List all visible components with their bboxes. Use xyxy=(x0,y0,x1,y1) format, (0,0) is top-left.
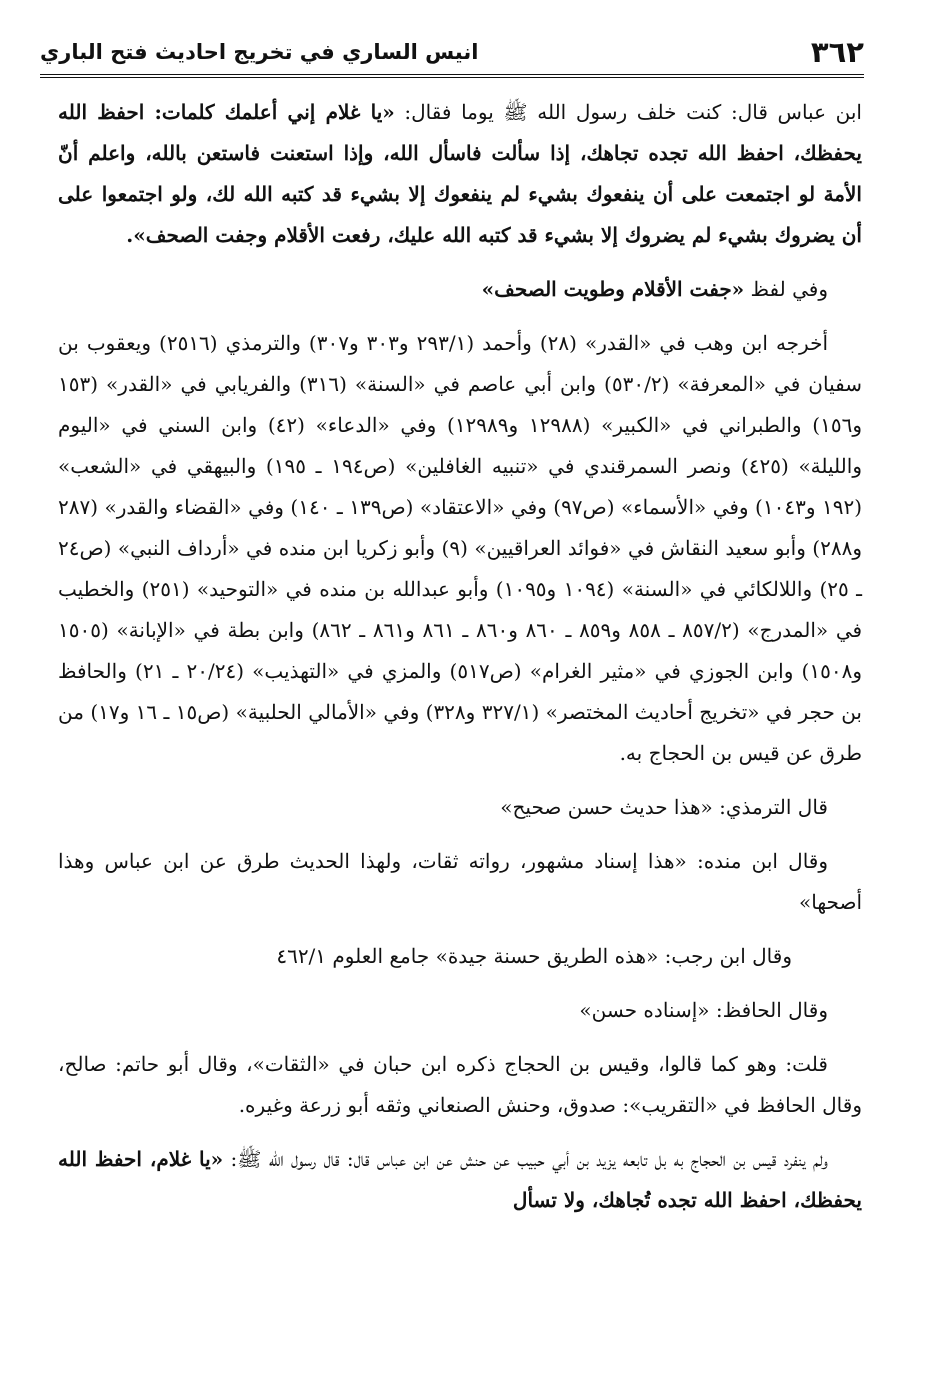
variant-text: «جفت الأقلام وطويت الصحف» xyxy=(481,277,745,301)
tirmidhi-quote xyxy=(58,787,862,828)
follow-up-paragraph xyxy=(58,1139,862,1221)
ibn-mandah-intro: وقال ابن منده: xyxy=(686,849,828,873)
ibn-mandah-quote xyxy=(58,841,862,923)
page-number: ٣٦٢ xyxy=(810,35,864,69)
hadith-paragraph xyxy=(58,92,862,256)
takhrij-paragraph: أخرجه ابن وهب في «القدر» (٢٨) وأحمد (٢٩٣/١ و٣٠٣ و٣٠٧) والترمذي (٢٥١٦) ويعقوب بن سفيان في «المعرفة» (٥٣٠/٢) وابن أبي عاصم في «السنة» (٣١٦) والفريابي في «القدر» (١٥٣ و١٥٦) والطبراني في «الكبير» (١٢٩٨٨ و١٢٩٨٩) وفي «الدعاء» (٤٢) وابن السني في «اليوم والليلة» (٤٢٥) ونصر السمرقندي في «تنبيه الغافلين» (ص١٩٤ ـ ١٩٥) والبيهقي في «الشعب» (١٩٢ و١٠٤٣) وفي «الأسماء» (ص٩٧) وفي «الاعتقاد» (ص١٣٩ ـ ١٤٠) وفي «القضاء والقدر» (٢٨٧ و٢٨٨) وأبو سعيد النقاش في «فوائد العراقيين» (٩) وأبو زكريا ابن منده في «أرداف النبي» (ص٢٤ ـ ٢٥) واللالكائي في «السنة» (١٠٩٤ و١٠٩٥) وأبو عبدالله بن منده في «التوحيد» (٢٥١) والخطيب في «المدرج» (٨٥٧/٢ ـ ٨٥٨ و٨٥٩ ـ ٨٦٠ و٨٦٠ ـ ٨٦١ و٨٦١ ـ ٨٦٢) وابن بطة في «الإبانة» (١٥٠٥ و١٥٠٨) وابن الجوزي في «مثير الغرام» (ص٥١٧) والمزي في «التهذيب» (٢٠/٢٤ ـ ٢١) والحافظ بن حجر في «تخريج أحاديث المختصر» (٣٢٧/١ و٣٢٨) وفي «الأمالي الحلبية» (ص١٥ ـ ١٦ و١٧) من طرق عن قيس بن الحجاج به. xyxy=(58,331,863,765)
tirmidhi-intro: قال الترمذي: xyxy=(712,795,828,819)
tirmidhi-verdict: «هذا حديث حسن صحيح» xyxy=(500,795,713,819)
running-title: انيس الساري في تخريج احاديث فتح الباري xyxy=(40,40,479,64)
follow-up-hadith: «يا غلام، احفظ الله يحفظك، احفظ الله تجده تُجاهك، ولا تسأل xyxy=(58,1147,862,1212)
ibn-mandah-verdict: «هذا إسناد مشهور، رواته ثقات، ولهذا الحديث طرق عن ابن عباس وهذا أصحها» xyxy=(58,849,862,914)
ibn-rajab-intro: وقال ابن رجب: xyxy=(658,944,792,968)
ibn-rajab-reference: جامع العلوم ٤٦٢/١ xyxy=(276,944,436,968)
ibn-rajab-verdict: «هذه الطريق حسنة جيدة» xyxy=(435,944,659,968)
page-header xyxy=(40,30,864,78)
page-body xyxy=(58,92,862,1234)
hadith-intro: ابن عباس قال: كنت خلف رسول الله ﷺ يوما فقال: xyxy=(394,100,862,124)
author-comment: قلت: وهو كما قالوا، وقيس بن الحجاج ذكره ابن حبان في «الثقات»، وقال أبو حاتم: صالح، وقال الحافظ في «التقريب»: صدوق، وحنش الصنعاني وثقه أبو زرعة وغيره. xyxy=(58,1052,862,1117)
ibn-rajab-quote xyxy=(58,936,862,977)
hadith-text: «يا غلام إني أعلمك كلمات: احفظ الله يحفظك، احفظ الله تجده تجاهك، إذا سألت فاسأل الله، وإذا استعنت فاستعن بالله، واعلم أنّ الأمة لو اجتمعت على أن ينفعوك بشيء لم ينفعوك إلا بشيء قد كتبه الله لك، ولو اجتمعوا على أن يضروك بشيء لم يضروك إلا بشيء قد كتبه الله عليك، رفعت الأقلام وجفت الصحف». xyxy=(58,100,862,247)
variant-paragraph xyxy=(58,269,862,310)
variant-intro: وفي لفظ xyxy=(744,277,828,301)
hafiz-intro: وقال الحافظ: xyxy=(709,998,828,1022)
hafiz-quote xyxy=(58,990,862,1031)
hafiz-verdict: «إسناده حسن» xyxy=(579,998,710,1022)
follow-up-text: ولم ينفرد قيس بن الحجاج به بل تابعه يزيد بن أبي حبيب عن حنش عن ابن عباس قال: قال رسول الله ﷺ: xyxy=(223,1147,828,1171)
